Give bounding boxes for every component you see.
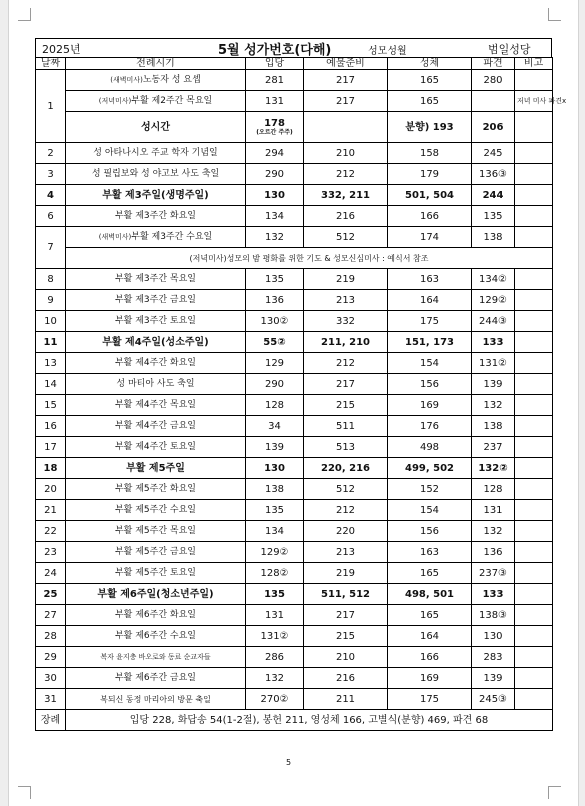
table-row — [36, 563, 553, 584]
dismissal-cell: 138 — [472, 227, 515, 248]
offertory-cell: 513 — [304, 437, 388, 458]
date-cell: 16 — [36, 416, 66, 437]
date-cell: 22 — [36, 521, 66, 542]
entrance-cell: 134 — [246, 206, 304, 227]
offertory-cell: 219 — [304, 269, 388, 290]
table-row — [36, 374, 553, 395]
offertory-cell: 213 — [304, 290, 388, 311]
table-header-row — [36, 58, 553, 70]
dismissal-cell: 244 — [472, 185, 515, 206]
crop-mark-top-left — [18, 8, 31, 21]
note-cell — [515, 521, 553, 542]
dismissal-cell: 132② — [472, 458, 515, 479]
entrance-cell: 134 — [246, 521, 304, 542]
note-cell — [515, 626, 553, 647]
table-row — [36, 395, 553, 416]
table-row — [36, 248, 553, 269]
date-cell: 20 — [36, 479, 66, 500]
liturgy-cell: 부활 제4주간 토요일 — [66, 437, 246, 458]
offertory-cell: 211, 210 — [304, 332, 388, 353]
entrance-cell: 34 — [246, 416, 304, 437]
liturgy-cell: 부활 제5주일 — [66, 458, 246, 479]
date-cell: 21 — [36, 500, 66, 521]
communion-cell: 156 — [388, 374, 472, 395]
dismissal-cell — [472, 91, 515, 112]
entrance-cell: 281 — [246, 70, 304, 91]
date-cell: 18 — [36, 458, 66, 479]
dismissal-cell: 131② — [472, 353, 515, 374]
offertory-cell: 511 — [304, 416, 388, 437]
entrance-cell: 270② — [246, 689, 304, 710]
dismissal-cell: 244③ — [472, 311, 515, 332]
offertory-cell: 219 — [304, 563, 388, 584]
communion-cell: 501, 504 — [388, 185, 472, 206]
liturgy-cell: 부활 제3주간 금요일 — [66, 290, 246, 311]
col-header-liturgy: 전례시기 — [66, 58, 246, 70]
communion-cell: 174 — [388, 227, 472, 248]
funeral-hymns: 입당 228, 화답송 54(1-2절), 봉헌 211, 영성체 166, 고별식(분향) 469, 파견 68 — [66, 710, 553, 731]
table-row — [36, 332, 553, 353]
date-cell: 11 — [36, 332, 66, 353]
entrance-cell: 294 — [246, 143, 304, 164]
entrance-cell: 138 — [246, 479, 304, 500]
liturgy-cell: 부활 제3주일(생명주일) — [66, 185, 246, 206]
offertory-cell: 215 — [304, 626, 388, 647]
date-cell: 15 — [36, 395, 66, 416]
dismissal-cell: 131 — [472, 500, 515, 521]
communion-cell: 158 — [388, 143, 472, 164]
offertory-cell: 216 — [304, 206, 388, 227]
note-cell: 저녁 미사 파견x — [515, 91, 553, 112]
liturgy-cell — [66, 70, 246, 91]
entrance-cell: 130 — [246, 458, 304, 479]
note-cell — [515, 416, 553, 437]
date-cell: 31 — [36, 689, 66, 710]
offertory-cell: 220, 216 — [304, 458, 388, 479]
communion-cell: 498, 501 — [388, 584, 472, 605]
col-header-communion: 성체 — [388, 58, 472, 70]
liturgy-cell: 복되신 동정 마리아의 방문 축일 — [66, 689, 246, 710]
offertory-cell: 332 — [304, 311, 388, 332]
liturgy-cell — [66, 91, 246, 112]
entrance-cell: 55② — [246, 332, 304, 353]
communion-cell: 175 — [388, 689, 472, 710]
communion-cell: 165 — [388, 605, 472, 626]
communion-cell: 151, 173 — [388, 332, 472, 353]
date-cell: 4 — [36, 185, 66, 206]
liturgy-cell: 성 마티아 사도 축일 — [66, 374, 246, 395]
dismissal-cell: 134② — [472, 269, 515, 290]
table-row — [36, 70, 553, 91]
note-cell — [515, 206, 553, 227]
communion-cell: 분향) 193 — [388, 112, 472, 143]
liturgy-cell: 부활 제6주일(청소년주일) — [66, 584, 246, 605]
table-row — [36, 437, 553, 458]
offertory-cell: 217 — [304, 70, 388, 91]
note-cell — [515, 437, 553, 458]
offertory-cell: 511, 512 — [304, 584, 388, 605]
offertory-cell: 210 — [304, 647, 388, 668]
communion-cell: 152 — [388, 479, 472, 500]
date-cell: 28 — [36, 626, 66, 647]
table-row — [36, 458, 553, 479]
liturgy-cell: 성 필립보와 성 야고보 사도 축일 — [66, 164, 246, 185]
note-cell — [515, 290, 553, 311]
date-cell: 13 — [36, 353, 66, 374]
entrance-cell: 132 — [246, 668, 304, 689]
offertory-cell: 217 — [304, 374, 388, 395]
communion-cell: 166 — [388, 647, 472, 668]
table-row — [36, 227, 553, 248]
dismissal-cell: 136③ — [472, 164, 515, 185]
dismissal-cell: 133 — [472, 584, 515, 605]
offertory-cell: 332, 211 — [304, 185, 388, 206]
offertory-cell: 217 — [304, 605, 388, 626]
note-cell — [515, 563, 553, 584]
communion-cell: 179 — [388, 164, 472, 185]
liturgy-name: 부활 제2주간 목요일 — [131, 95, 213, 106]
funeral-label: 장례 — [36, 710, 66, 731]
liturgy-cell: 성시간 — [66, 112, 246, 143]
note-cell — [515, 647, 553, 668]
liturgy-cell: 부활 제4주간 목요일 — [66, 395, 246, 416]
table-row — [36, 605, 553, 626]
col-header-entrance: 입당 — [246, 58, 304, 70]
dismissal-cell: 129② — [472, 290, 515, 311]
entrance-cell: 286 — [246, 647, 304, 668]
liturgy-cell: 부활 제3주간 화요일 — [66, 206, 246, 227]
offertory-cell: 212 — [304, 353, 388, 374]
table-row — [36, 311, 553, 332]
note-cell — [515, 143, 553, 164]
note-cell — [515, 479, 553, 500]
note-cell — [515, 689, 553, 710]
communion-cell: 163 — [388, 269, 472, 290]
page-number: 5 — [286, 758, 292, 767]
mass-type: (새벽미사) — [110, 75, 143, 84]
dismissal-cell: 245③ — [472, 689, 515, 710]
special-service-cell: (저녁미사)성모의 밤 평화를 위한 기도 & 성모신심미사 : 예식서 참조 — [66, 248, 553, 269]
header-subtitle: 성모성월 — [368, 46, 407, 57]
table-row — [36, 91, 553, 112]
entrance-cell: 129 — [246, 353, 304, 374]
entrance-cell — [246, 112, 304, 143]
table-row — [36, 584, 553, 605]
date-cell: 30 — [36, 668, 66, 689]
note-cell — [515, 112, 553, 143]
offertory-cell: 216 — [304, 668, 388, 689]
liturgy-cell: 부활 제6주간 금요일 — [66, 668, 246, 689]
entrance-cell: 128 — [246, 395, 304, 416]
offertory-cell: 217 — [304, 91, 388, 112]
schedule-header — [35, 38, 552, 57]
entrance-cell: 135 — [246, 269, 304, 290]
dismissal-cell: 132 — [472, 521, 515, 542]
col-header-note: 비고 — [515, 58, 553, 70]
dismissal-cell: 283 — [472, 647, 515, 668]
table-row — [36, 290, 553, 311]
table-row — [36, 542, 553, 563]
note-cell — [515, 185, 553, 206]
communion-cell: 165 — [388, 70, 472, 91]
header-year: 2025년 — [42, 43, 81, 56]
offertory-cell: 215 — [304, 395, 388, 416]
entrance-cell: 290 — [246, 374, 304, 395]
liturgy-cell — [66, 227, 246, 248]
entrance-cell: 129② — [246, 542, 304, 563]
note-cell — [515, 542, 553, 563]
table-row — [36, 479, 553, 500]
communion-cell: 498 — [388, 437, 472, 458]
table-row — [36, 269, 553, 290]
offertory-cell: 512 — [304, 227, 388, 248]
liturgy-cell: 부활 제5주간 화요일 — [66, 479, 246, 500]
liturgy-cell: 부활 제5주간 금요일 — [66, 542, 246, 563]
communion-cell: 165 — [388, 563, 472, 584]
note-cell — [515, 227, 553, 248]
entrance-cell: 130② — [246, 311, 304, 332]
entrance-sub: (오르간 주주) — [256, 129, 293, 136]
communion-cell: 499, 502 — [388, 458, 472, 479]
note-cell — [515, 500, 553, 521]
dismissal-cell: 138③ — [472, 605, 515, 626]
communion-cell: 165 — [388, 91, 472, 112]
mass-type: (새벽미사) — [98, 232, 132, 241]
date-cell: 27 — [36, 605, 66, 626]
communion-cell: 163 — [388, 542, 472, 563]
communion-cell: 169 — [388, 395, 472, 416]
liturgy-name: 부활 제3주간 수요일 — [131, 231, 213, 242]
liturgy-cell: 성 아타나시오 주교 학자 기념일 — [66, 143, 246, 164]
liturgy-cell: 부활 제5주간 토요일 — [66, 563, 246, 584]
dismissal-cell: 138 — [472, 416, 515, 437]
date-cell: 3 — [36, 164, 66, 185]
table-row — [36, 164, 553, 185]
liturgy-cell: 부활 제6주간 수요일 — [66, 626, 246, 647]
offertory-cell: 212 — [304, 164, 388, 185]
liturgy-cell: 복자 윤지충 바오로와 동료 순교자들 — [66, 647, 246, 668]
dismissal-cell: 139 — [472, 374, 515, 395]
funeral-row — [36, 710, 553, 731]
entrance-cell: 131 — [246, 605, 304, 626]
crop-mark-bottom-right — [548, 786, 561, 799]
entrance-value: 178 — [264, 118, 285, 129]
communion-cell: 176 — [388, 416, 472, 437]
entrance-cell: 130 — [246, 185, 304, 206]
liturgy-cell: 부활 제4주간 화요일 — [66, 353, 246, 374]
table-row — [36, 353, 553, 374]
table-row — [36, 521, 553, 542]
col-header-date: 날짜 — [36, 58, 66, 70]
date-cell: 9 — [36, 290, 66, 311]
entrance-cell: 131 — [246, 91, 304, 112]
entrance-cell: 136 — [246, 290, 304, 311]
date-cell: 17 — [36, 437, 66, 458]
dismissal-cell: 132 — [472, 395, 515, 416]
table-row — [36, 500, 553, 521]
dismissal-cell: 130 — [472, 626, 515, 647]
communion-cell: 175 — [388, 311, 472, 332]
offertory-cell: 220 — [304, 521, 388, 542]
liturgy-cell: 부활 제4주간 금요일 — [66, 416, 246, 437]
crop-mark-top-right — [548, 8, 561, 21]
date-cell: 29 — [36, 647, 66, 668]
entrance-cell: 139 — [246, 437, 304, 458]
date-cell: 25 — [36, 584, 66, 605]
date-cell: 24 — [36, 563, 66, 584]
dismissal-cell: 206 — [472, 112, 515, 143]
entrance-cell: 135 — [246, 584, 304, 605]
table-row — [36, 626, 553, 647]
communion-cell: 164 — [388, 290, 472, 311]
liturgy-cell: 부활 제3주간 목요일 — [66, 269, 246, 290]
dismissal-cell: 128 — [472, 479, 515, 500]
date-cell: 10 — [36, 311, 66, 332]
note-cell — [515, 668, 553, 689]
hymn-schedule-table — [35, 57, 567, 731]
note-cell — [515, 584, 553, 605]
note-cell — [515, 164, 553, 185]
offertory-cell: 213 — [304, 542, 388, 563]
table-row — [36, 416, 553, 437]
note-cell — [515, 458, 553, 479]
dismissal-cell: 237③ — [472, 563, 515, 584]
dismissal-cell: 136 — [472, 542, 515, 563]
note-cell — [515, 395, 553, 416]
communion-cell: 164 — [388, 626, 472, 647]
date-cell: 7 — [36, 227, 66, 269]
note-cell — [515, 605, 553, 626]
note-cell — [515, 374, 553, 395]
communion-cell: 169 — [388, 668, 472, 689]
communion-cell: 154 — [388, 500, 472, 521]
communion-cell: 154 — [388, 353, 472, 374]
entrance-cell: 132 — [246, 227, 304, 248]
table-row — [36, 689, 553, 710]
mass-type: (저녁미사) — [98, 96, 132, 105]
entrance-cell: 128② — [246, 563, 304, 584]
table-body — [36, 70, 567, 731]
liturgy-cell: 부활 제3주간 토요일 — [66, 311, 246, 332]
dismissal-cell: 280 — [472, 70, 515, 91]
dismissal-cell: 237 — [472, 437, 515, 458]
date-cell: 8 — [36, 269, 66, 290]
date-cell: 6 — [36, 206, 66, 227]
col-header-dismissal: 파견 — [472, 58, 515, 70]
note-cell — [515, 269, 553, 290]
liturgy-cell: 부활 제6주간 화요일 — [66, 605, 246, 626]
crop-mark-bottom-left — [18, 786, 31, 799]
date-cell: 23 — [36, 542, 66, 563]
liturgy-cell: 부활 제5주간 수요일 — [66, 500, 246, 521]
communion-cell: 156 — [388, 521, 472, 542]
entrance-cell: 290 — [246, 164, 304, 185]
table-row — [36, 112, 553, 143]
table-row — [36, 143, 553, 164]
entrance-cell: 135 — [246, 500, 304, 521]
header-parish: 범일성당 — [488, 43, 531, 56]
date-cell: 14 — [36, 374, 66, 395]
liturgy-cell: 부활 제4주일(성소주일) — [66, 332, 246, 353]
liturgy-name: 노동자 성 요셉 — [142, 74, 201, 85]
dismissal-cell: 135 — [472, 206, 515, 227]
dismissal-cell: 139 — [472, 668, 515, 689]
date-cell: 2 — [36, 143, 66, 164]
offertory-cell: 211 — [304, 689, 388, 710]
date-cell: 1 — [36, 70, 66, 143]
note-cell — [515, 332, 553, 353]
table-row — [36, 647, 553, 668]
table-row — [36, 185, 553, 206]
dismissal-cell: 245 — [472, 143, 515, 164]
note-cell — [515, 70, 553, 91]
offertory-cell: 512 — [304, 479, 388, 500]
note-cell — [515, 353, 553, 374]
table-row — [36, 206, 553, 227]
communion-cell: 166 — [388, 206, 472, 227]
offertory-cell: 212 — [304, 500, 388, 521]
entrance-cell: 131② — [246, 626, 304, 647]
header-title: 5월 성가번호(다해) — [218, 43, 332, 58]
col-header-offertory: 예물준비 — [304, 58, 388, 70]
dismissal-cell: 133 — [472, 332, 515, 353]
table-row — [36, 668, 553, 689]
liturgy-cell: 부활 제5주간 목요일 — [66, 521, 246, 542]
note-cell — [515, 311, 553, 332]
offertory-cell — [304, 112, 388, 143]
offertory-cell: 210 — [304, 143, 388, 164]
